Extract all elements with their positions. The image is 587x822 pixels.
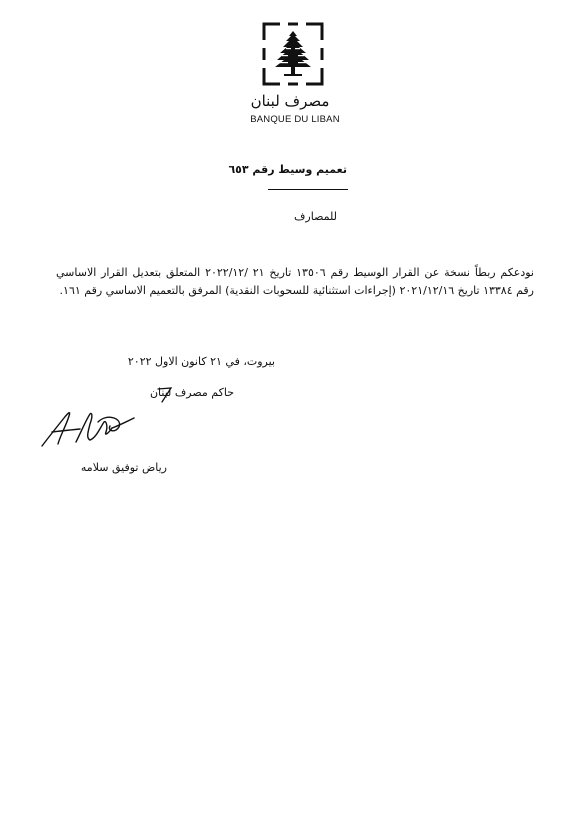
date-line: بيروت، في ٢١ كانون الاول ٢٠٢٢ xyxy=(127,355,275,368)
bank-name-arabic: مصرف لبنان xyxy=(250,92,330,110)
title-underline xyxy=(268,189,348,190)
addressee: للمصارف xyxy=(294,210,337,223)
governor-name: رياض توفيق سلامه xyxy=(80,461,167,474)
bank-name-french: BANQUE DU LIBAN xyxy=(250,114,340,125)
handwritten-signature-icon xyxy=(38,404,138,450)
initial-mark-icon xyxy=(156,386,174,404)
circular-title: تعميم وسيط رقم ٦٥٣ xyxy=(228,163,347,176)
body-paragraph: نودعكم ربطاً نسخة عن القرار الوسيط رقم ١٣٥٠٦ تاريخ ٢١ /٢٠٢٢/١٢ المتعلق بتعديل القرار الاساسي رقم ١٣٣٨٤ تاريخ ٢٠٢١/١٢/١٦ (إجراءات استثنائية للسحوبات النقدية) المرفق بالتعميم الاساسي رقم ١٦١. xyxy=(56,266,534,297)
cedar-tree-logo-icon xyxy=(262,22,324,86)
governor-title: حاكم مصرف لبنان xyxy=(149,386,234,399)
